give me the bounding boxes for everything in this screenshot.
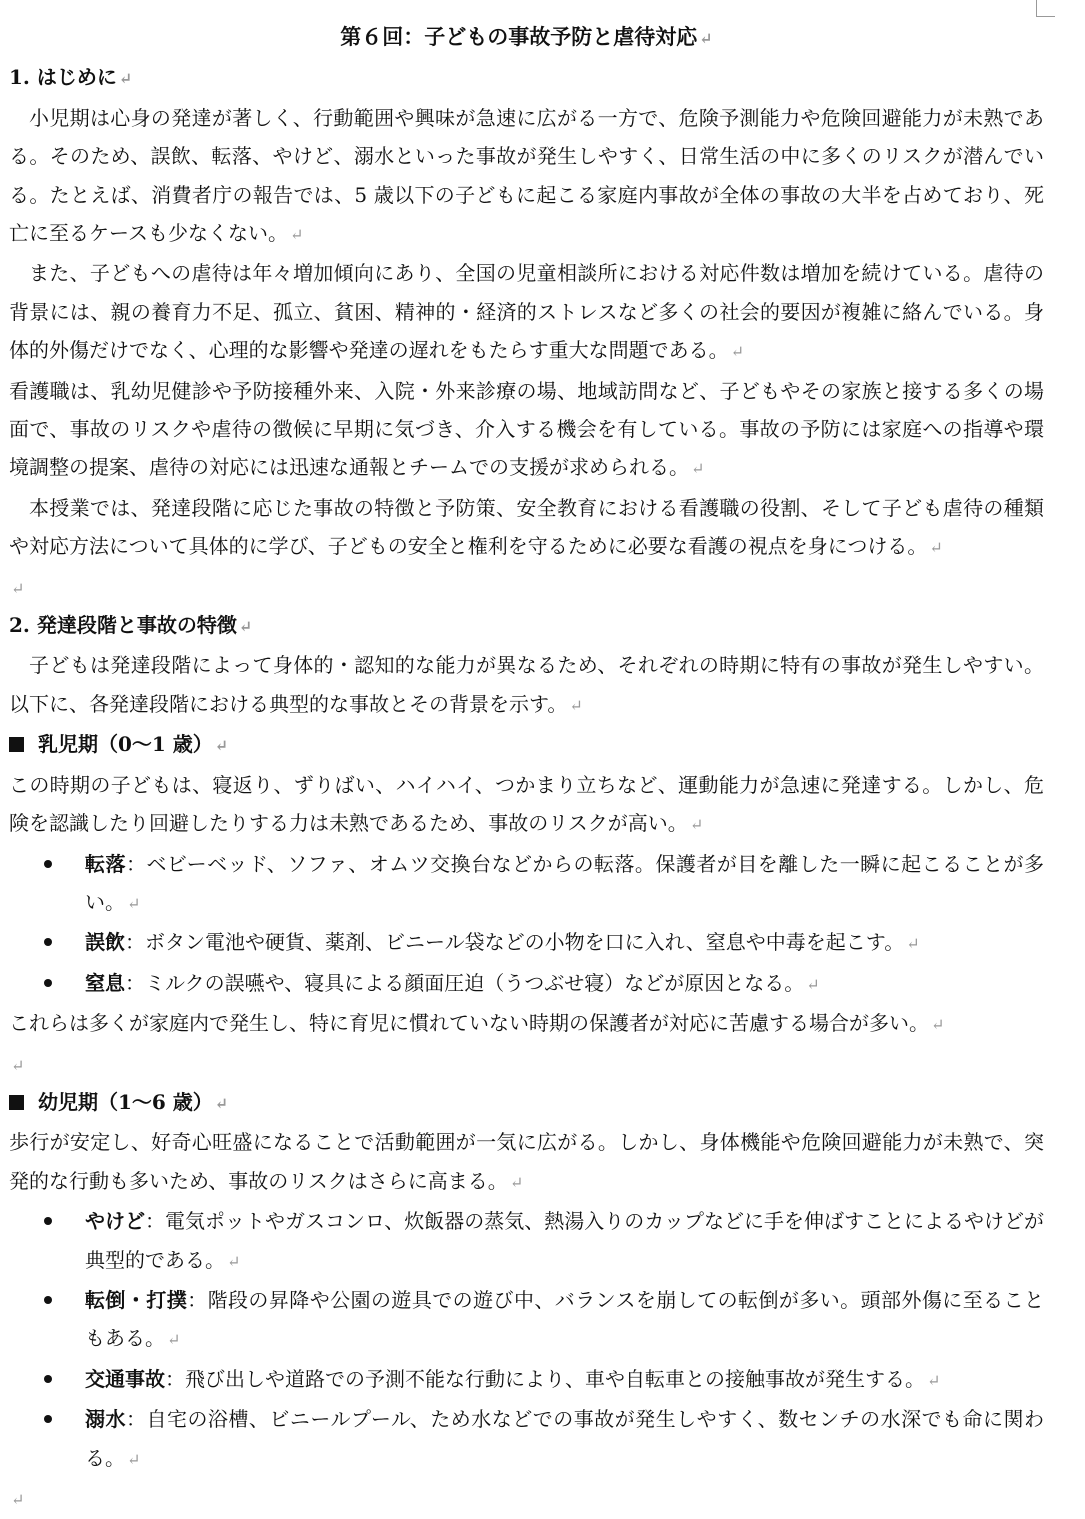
section-heading-development: 2. 発達段階と事故の特徴 ↵ [9,613,253,638]
subheading-infancy: 乳児期（0～1 歳） ↵ [9,725,1044,765]
list-item: やけど：電気ポットやガスコンロ、炊飯器の蒸気、熱湯入りのカップなどに手を伸ばすことによるやけどが典型的である。 ↵ [9,1202,1044,1281]
section-heading-intro: 1. はじめに ↵ [9,65,133,90]
early-childhood-accident-list [9,1202,1044,1479]
list-item: 転倒・打撲：階段の昇降や公園の遊具での遊び中、バランスを崩しての転倒が多い。頭部外傷に至ることもある。 ↵ [9,1281,1044,1360]
square-bullet-icon [9,1095,24,1110]
intro-paragraph-4: 本授業では、発達段階に応じた事故の特徴と予防策、安全教育における看護職の役割、そして子ども虐待の種類や対応方法について具体的に学び、子どもの安全と権利を守るために必要な看護の視点を身につける。 ↵ [9,495,1044,559]
document-title: 第６回：子どもの事故予防と虐待対応 ↵ [340,24,713,49]
list-item: 転落：ベビーベッド、ソファ、オムツ交換台などからの転落。保護者が目を離した一瞬に起こることが多い。 ↵ [9,845,1044,924]
document-page [9,18,1044,1517]
empty-paragraph: ↵ [11,1055,25,1075]
list-item: 交通事故：飛び出しや道路での予測不能な行動により、車や自転車との接触事故が発生する。 ↵ [9,1360,1044,1400]
page-corner-mark [1036,0,1055,17]
bullet-dot-icon [44,1375,52,1383]
square-bullet-icon [9,737,24,752]
infancy-accident-list [9,845,1044,1005]
intro-paragraph-1: 小児期は心身の発達が著しく、行動範囲や興味が急速に広がる一方で、危険予測能力や危険回避能力が未熟である。そのため、誤飲、転落、やけど、溺水といった事故が発生しやすく、日常生活の中に多くのリスクが潜んでいる。たとえば、消費者庁の報告では、5 歳以下の子どもに起こる家庭内事故が全体の事故の大半を占めており、死亡に至るケースも少なくない。 ↵ [9,105,1044,246]
bullet-dot-icon [44,1415,52,1423]
bullet-dot-icon [44,979,52,987]
subheading-early-childhood: 幼児期（1～6 歳） ↵ [9,1083,1044,1123]
early-childhood-description: 歩行が安定し、好奇心旺盛になることで活動範囲が一気に広がる。しかし、身体機能や危険回避能力が未熟で、突発的な行動も多いため、事故のリスクはさらに高まる。 ↵ [9,1130,1044,1193]
bullet-dot-icon [44,1217,52,1225]
infancy-summary: これらは多くが家庭内で発生し、特に育児に慣れていない時期の保護者が対応に苦慮する場合が多い。 ↵ [9,1011,945,1036]
empty-paragraph: ↵ [11,578,25,598]
bullet-dot-icon [44,1296,52,1304]
empty-paragraph: ↵ [11,1490,25,1509]
intro-paragraph-2: また、子どもへの虐待は年々増加傾向にあり、全国の児童相談所における対応件数は増加を続けている。虐待の背景には、親の養育力不足、孤立、貧困、精神的・経済的ストレスなど多くの社会的要因が複雑に絡んでいる。身体的外傷だけでなく、心理的な影響や発達の遅れをもたらす重大な問題である。 ↵ [9,261,1044,363]
bullet-dot-icon [44,938,52,946]
list-item: 窒息：ミルクの誤嚥や、寝具による顔面圧迫（うつぶせ寝）などが原因となる。 ↵ [9,964,1044,1004]
bullet-dot-icon [44,860,52,868]
development-intro-paragraph: 子どもは発達段階によって身体的・認知的な能力が異なるため、それぞれの時期に特有の事故が発生しやすい。以下に、各発達段階における典型的な事故とその背景を示す。 ↵ [9,653,1044,716]
infancy-description: この時期の子どもは、寝返り、ずりばい、ハイハイ、つかまり立ちなど、運動能力が急速に発達する。しかし、危険を認識したり回避したりする力は未熟であるため、事故のリスクが高い。 ↵ [9,772,1044,836]
intro-paragraph-3: 看護職は、乳幼児健診や予防接種外来、入院・外来診療の場、地域訪問など、子どもやその家族と接する多くの場面で、事故のリスクや虐待の徴候に早期に気づき、介入する機会を有している。事故の予防には家庭への指導や環境調整の提案、虐待の対応には迅速な通報とチームでの支援が求められる。 ↵ [9,378,1044,480]
list-item: 誤飲：ボタン電池や硬貨、薬剤、ビニール袋などの小物を口に入れ、窒息や中毒を起こす。 ↵ [9,923,1044,963]
list-item: 溺水：自宅の浴槽、ビニールプール、ため水などでの事故が発生しやすく、数センチの水深でも命に関わる。 ↵ [9,1400,1044,1479]
